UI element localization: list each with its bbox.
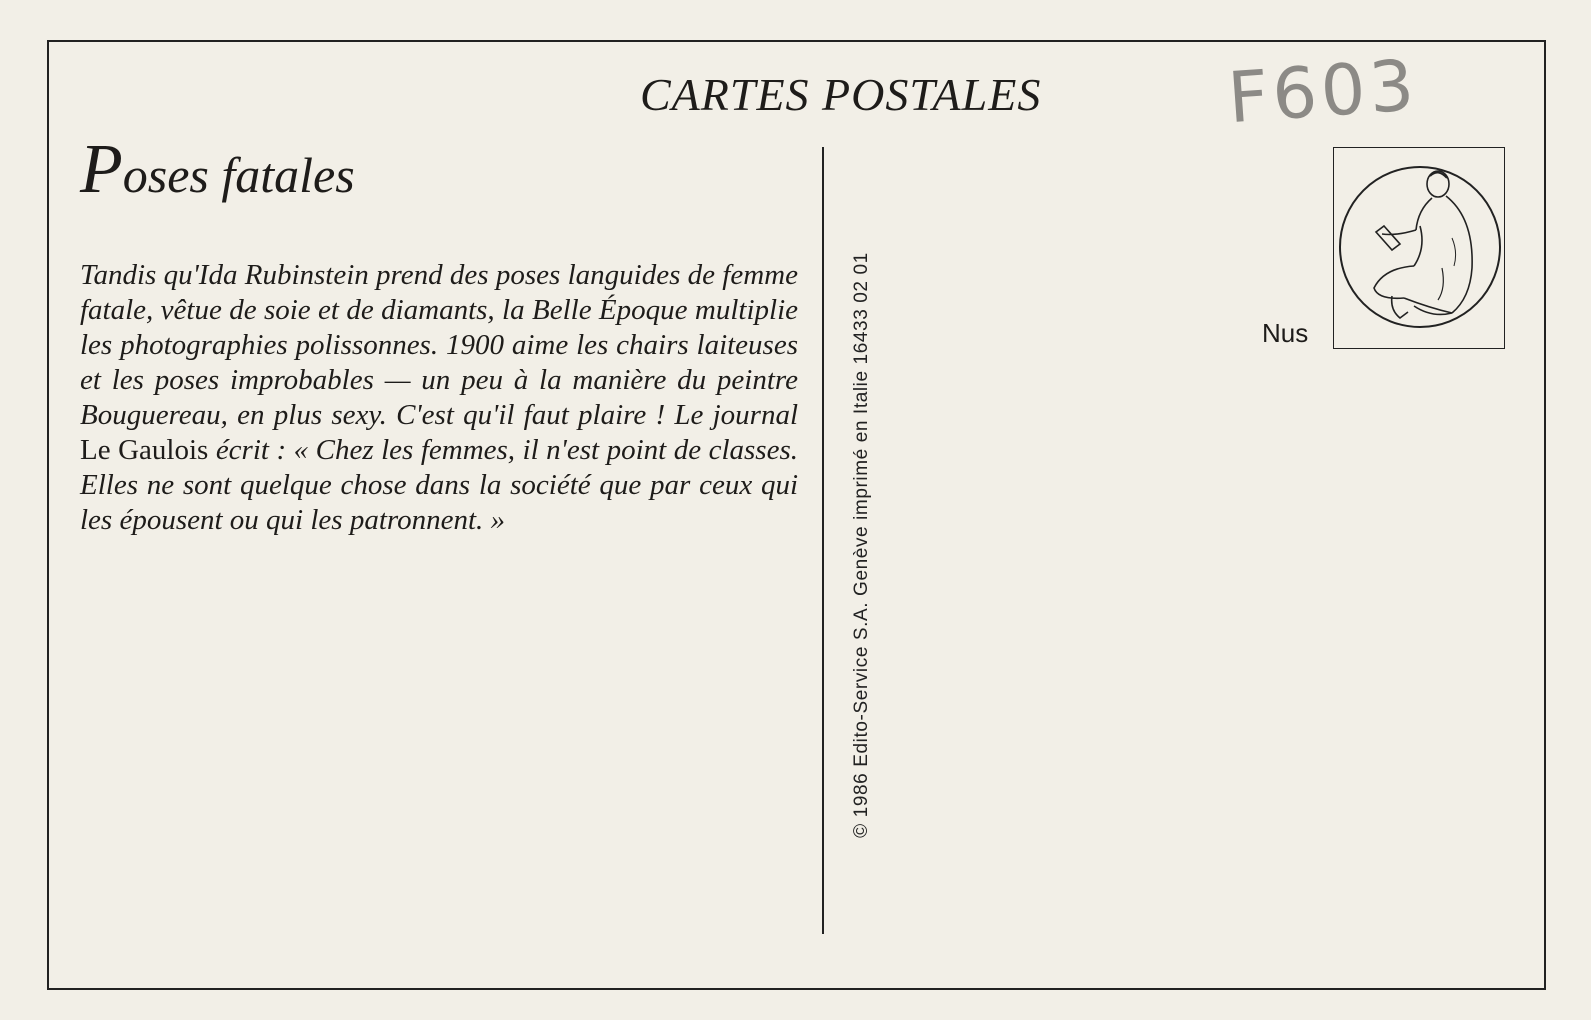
series-label: Nus (1262, 318, 1309, 348)
handwritten-code: F603 (1225, 44, 1421, 140)
copyright-line: © 1986 Edito-Service S.A. Genève imprimé en Italie 16433 02 01 (851, 252, 872, 838)
header-cartes-postales: CARTES POSTALES (640, 69, 1042, 120)
title-rest: oses fatales (122, 147, 355, 203)
center-divider (822, 147, 824, 934)
newspaper-name: Le Gaulois (80, 434, 209, 466)
nude-figure-medallion-icon (1334, 148, 1506, 350)
description-text (80, 258, 798, 538)
title-initial: P (80, 131, 123, 208)
description-part-2: écrit : « Chez les femmes, il n'est point de classes. Elles ne sont quelque chose dans la société que par ceux qui les épousent ou qui les patronnent. » (80, 434, 798, 536)
stamp-box (1333, 147, 1505, 349)
card-title (80, 130, 355, 210)
description-part-1: Tandis qu'Ida Rubinstein prend des poses languides de femme fatale, vêtue de soie et de diamants, la Belle Époque multiplie les photographies polissonnes. 1900 aime les chairs laiteuses et les poses improbables — un peu à la manière du peintre Bouguereau, en plus sexy. C'est qu'il faut plaire ! Le journal (80, 259, 798, 431)
